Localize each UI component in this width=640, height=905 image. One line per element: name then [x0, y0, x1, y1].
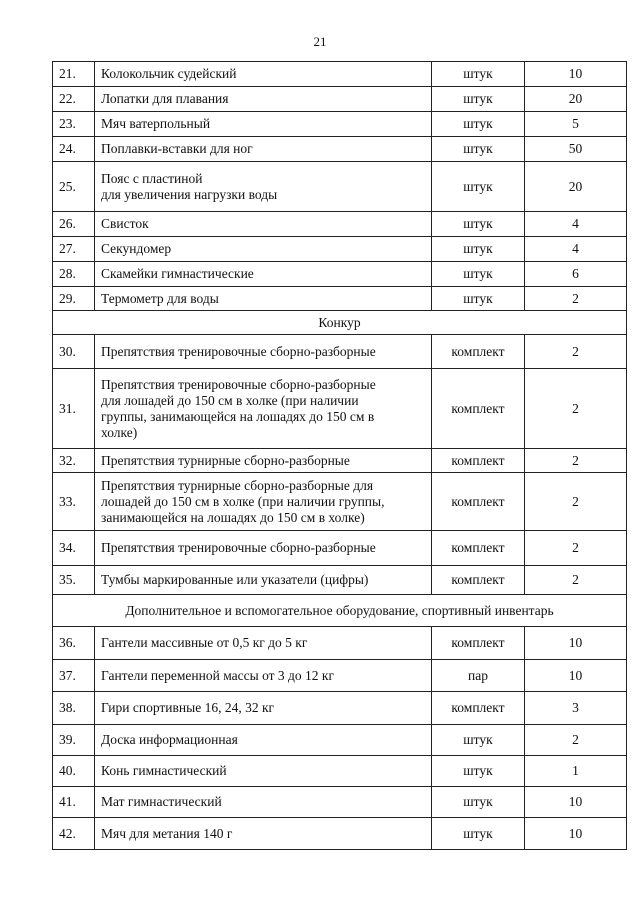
- row-number: 26.: [53, 212, 95, 237]
- item-name: Лопатки для плавания: [95, 87, 432, 112]
- item-name: Мяч ватерпольный: [95, 112, 432, 137]
- item-quantity: 20: [525, 162, 627, 212]
- item-name: Секундомер: [95, 237, 432, 262]
- row-number: 35.: [53, 566, 95, 595]
- item-name-line: занимающейся на лошадях до 150 см в холке): [101, 509, 365, 525]
- item-name: Препятствия тренировочные сборно-разборные: [95, 531, 432, 566]
- item-quantity: 4: [525, 237, 627, 262]
- item-unit: штук: [432, 262, 525, 287]
- item-quantity: 10: [525, 62, 627, 87]
- item-unit: штук: [432, 756, 525, 787]
- section-row: [53, 595, 627, 627]
- item-unit: штук: [432, 112, 525, 137]
- item-quantity: 4: [525, 212, 627, 237]
- table-row: [53, 756, 627, 787]
- item-quantity: 2: [525, 566, 627, 595]
- table-row: [53, 566, 627, 595]
- table-row: [53, 531, 627, 566]
- row-number: 32.: [53, 449, 95, 473]
- table-row: [53, 62, 627, 87]
- row-number: 42.: [53, 818, 95, 850]
- table-row: [53, 87, 627, 112]
- row-number: 30.: [53, 335, 95, 369]
- item-unit: штук: [432, 87, 525, 112]
- table-row: [53, 818, 627, 850]
- table-row: [53, 287, 627, 311]
- item-name: [95, 162, 432, 212]
- item-unit: комплект: [432, 692, 525, 725]
- item-unit: комплект: [432, 531, 525, 566]
- item-unit: комплект: [432, 566, 525, 595]
- item-name-line: Препятствия тренировочные сборно-разборные: [101, 376, 376, 392]
- item-unit: комплект: [432, 369, 525, 449]
- item-unit: штук: [432, 818, 525, 850]
- table-row: [53, 162, 627, 212]
- item-name: Доска информационная: [95, 725, 432, 756]
- table-row: [53, 369, 627, 449]
- item-unit: штук: [432, 787, 525, 818]
- item-name: Препятствия тренировочные сборно-разборные: [95, 335, 432, 369]
- item-name: Гантели массивные от 0,5 кг до 5 кг: [95, 627, 432, 660]
- row-number: 21.: [53, 62, 95, 87]
- item-unit: штук: [432, 212, 525, 237]
- item-name: Мат гимнастический: [95, 787, 432, 818]
- item-quantity: 10: [525, 787, 627, 818]
- item-name: Скамейки гимнастические: [95, 262, 432, 287]
- table-row: [53, 212, 627, 237]
- item-quantity: 6: [525, 262, 627, 287]
- row-number: 22.: [53, 87, 95, 112]
- item-unit: комплект: [432, 449, 525, 473]
- table-row: [53, 449, 627, 473]
- item-name: Тумбы маркированные или указатели (цифры): [95, 566, 432, 595]
- row-number: 41.: [53, 787, 95, 818]
- table-row: [53, 692, 627, 725]
- item-unit: штук: [432, 137, 525, 162]
- row-number: 40.: [53, 756, 95, 787]
- table-row: [53, 660, 627, 692]
- item-quantity: 10: [525, 818, 627, 850]
- item-name-line: лошадей до 150 см в холке (при наличии группы,: [101, 493, 385, 509]
- item-unit: комплект: [432, 473, 525, 531]
- equipment-table: [52, 61, 627, 850]
- row-number: 39.: [53, 725, 95, 756]
- table-row: [53, 137, 627, 162]
- table-row: [53, 725, 627, 756]
- item-name: Свисток: [95, 212, 432, 237]
- item-name: [95, 473, 432, 531]
- item-unit: комплект: [432, 627, 525, 660]
- row-number: 38.: [53, 692, 95, 725]
- row-number: 31.: [53, 369, 95, 449]
- row-number: 34.: [53, 531, 95, 566]
- table-row: [53, 627, 627, 660]
- row-number: 37.: [53, 660, 95, 692]
- item-quantity: 5: [525, 112, 627, 137]
- item-name: Гири спортивные 16, 24, 32 кг: [95, 692, 432, 725]
- row-number: 29.: [53, 287, 95, 311]
- page-number: 21: [313, 34, 327, 49]
- item-quantity: 2: [525, 531, 627, 566]
- section-row: [53, 311, 627, 335]
- item-name: Препятствия турнирные сборно-разборные: [95, 449, 432, 473]
- item-name: Гантели переменной массы от 3 до 12 кг: [95, 660, 432, 692]
- table-row: [53, 473, 627, 531]
- item-unit: штук: [432, 287, 525, 311]
- item-name-line: для лошадей до 150 см в холке (при наличии: [101, 392, 359, 408]
- item-unit: штук: [432, 162, 525, 212]
- item-name: Колокольчик судейский: [95, 62, 432, 87]
- table-row: [53, 787, 627, 818]
- item-quantity: 2: [525, 335, 627, 369]
- item-name: Поплавки-вставки для ног: [95, 137, 432, 162]
- item-unit: комплект: [432, 335, 525, 369]
- table-row: [53, 237, 627, 262]
- item-quantity: 10: [525, 660, 627, 692]
- item-name-line: холке): [101, 424, 138, 440]
- item-name-line: группы, занимающейся на лошадях до 150 см в: [101, 408, 375, 424]
- item-quantity: 10: [525, 627, 627, 660]
- item-name-line: для увеличения нагрузки воды: [101, 186, 278, 202]
- row-number: 23.: [53, 112, 95, 137]
- row-number: 33.: [53, 473, 95, 531]
- table-row: [53, 112, 627, 137]
- item-quantity: 1: [525, 756, 627, 787]
- item-name: [95, 369, 432, 449]
- item-unit: пар: [432, 660, 525, 692]
- item-name: Термометр для воды: [95, 287, 432, 311]
- item-unit: штук: [432, 237, 525, 262]
- item-quantity: 2: [525, 287, 627, 311]
- row-number: 24.: [53, 137, 95, 162]
- row-number: 28.: [53, 262, 95, 287]
- item-quantity: 2: [525, 369, 627, 449]
- item-name-line: Препятствия турнирные сборно-разборные для: [101, 477, 374, 493]
- row-number: 36.: [53, 627, 95, 660]
- item-unit: штук: [432, 725, 525, 756]
- item-name-line: Пояс с пластиной: [101, 170, 203, 186]
- item-quantity: 2: [525, 473, 627, 531]
- table-row: [53, 335, 627, 369]
- item-name: Мяч для метания 140 г: [95, 818, 432, 850]
- item-quantity: 20: [525, 87, 627, 112]
- table-row: [53, 262, 627, 287]
- item-quantity: 3: [525, 692, 627, 725]
- item-name: Конь гимнастический: [95, 756, 432, 787]
- item-quantity: 50: [525, 137, 627, 162]
- row-number: 25.: [53, 162, 95, 212]
- item-quantity: 2: [525, 725, 627, 756]
- section-title: Конкур: [53, 311, 627, 335]
- row-number: 27.: [53, 237, 95, 262]
- item-unit: штук: [432, 62, 525, 87]
- section-title: Дополнительное и вспомогательное оборудование, спортивный инвентарь: [53, 595, 627, 627]
- item-quantity: 2: [525, 449, 627, 473]
